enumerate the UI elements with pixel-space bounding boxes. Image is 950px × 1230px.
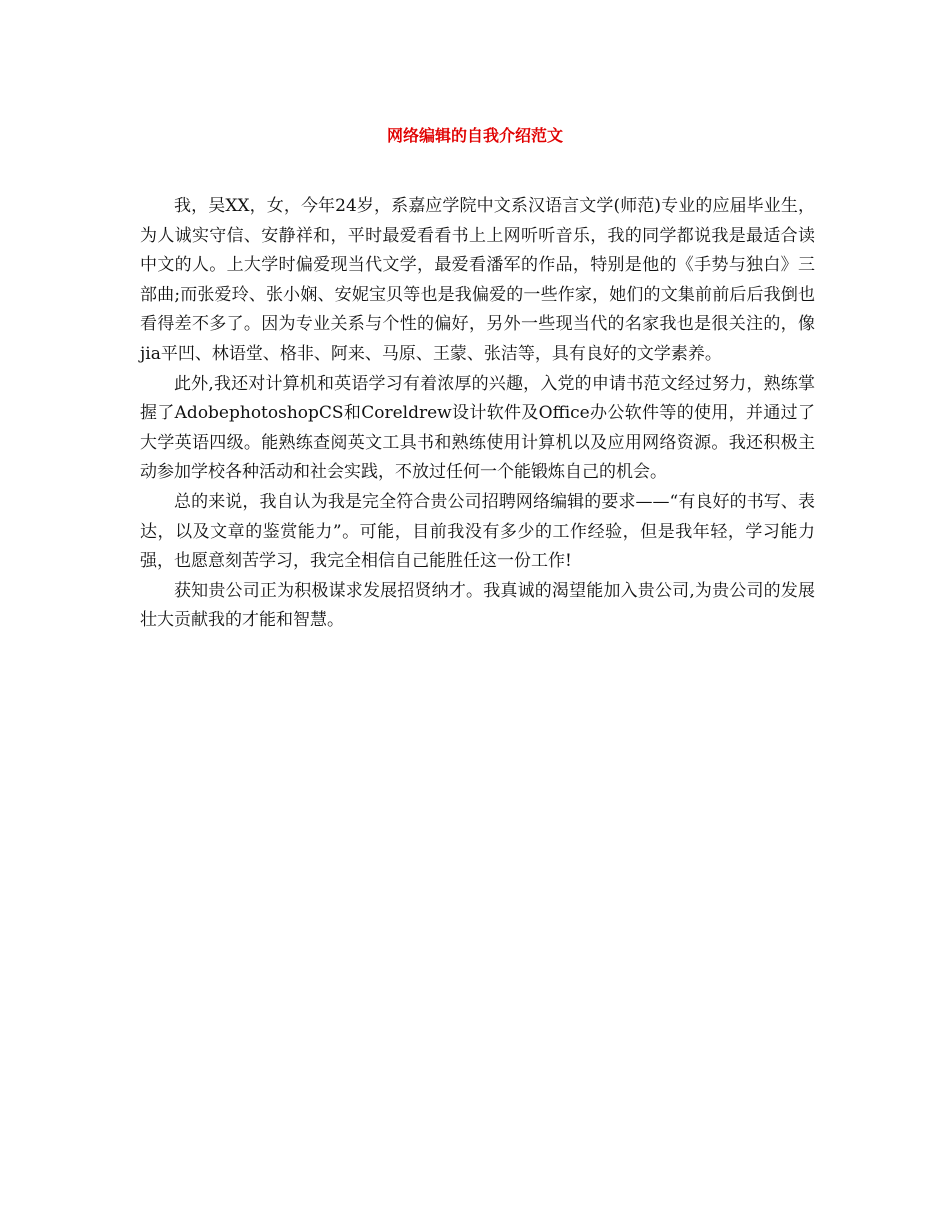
paragraph-summary: 总的来说，我自认为我是完全符合贵公司招聘网络编辑的要求——“有良好的书写、表达，以及文章的鉴赏能力”。可能，目前我没有多少的工作经验，但是我年轻，学习能力强，也愿意刻苦学习，我完全相信自己能胜任这一份工作! bbox=[140, 491, 815, 572]
paragraph-self-intro: 我，吴XX，女，今年24岁，系嘉应学院中文系汉语言文学(师范)专业的应届毕业生，为人诚实守信、安静祥和，平时最爱看看书上上网听听音乐，我的同学都说我是最适合读中文的人。上大学时偏爱现当代文学，最爱看潘军的作品，特别是他的《手势与独白》三部曲;而张爱玲、张小娴、安妮宝贝等也是我偏爱的一些作家，她们的文集前前后后我倒也看得差不多了。因为专业关系与个性的偏好，另外一些现当代的名家我也是很关注的，像jia平凹、林语堂、格非、阿来、马原、王蒙、张洁等，具有良好的文学素养。 bbox=[140, 196, 815, 364]
document-body bbox=[140, 192, 815, 636]
document-title: 网络编辑的自我介绍范文 bbox=[386, 126, 563, 145]
paragraph-closing: 获知贵公司正为积极谋求发展招贤纳才。我真诚的渴望能加入贵公司,为贵公司的发展壮大贡献我的才能和智慧。 bbox=[140, 580, 815, 631]
paragraph-skills: 此外,我还对计算机和英语学习有着浓厚的兴趣，入党的申请书范文经过努力，熟练掌握了AdobephotoshopCS和Coreldrew设计软件及Office办公软件等的使用，并通过了大学英语四级。能熟练查阅英文工具书和熟练使用计算机以及应用网络资源。我还积极主动参加学校各种活动和社会实践，不放过任何一个能锻炼自己的机会。 bbox=[140, 373, 815, 483]
